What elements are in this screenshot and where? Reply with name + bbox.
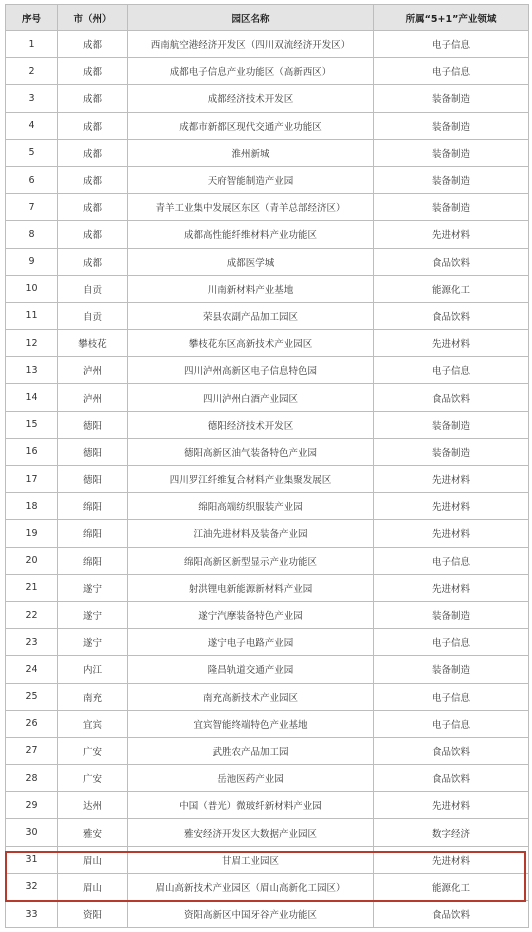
cell-city: 绵阳 <box>58 547 128 574</box>
table-row <box>6 683 529 710</box>
cell-industry: 数字经济 <box>374 819 529 846</box>
cell-park-name: 淮州新城 <box>128 139 374 166</box>
table-row <box>6 846 529 873</box>
cell-park-name: 中国（普光）微玻纤新材料产业园 <box>128 792 374 819</box>
cell-city: 成都 <box>58 221 128 248</box>
cell-industry: 先进材料 <box>374 846 529 873</box>
cell-park-name: 四川泸州高新区电子信息特色园 <box>128 357 374 384</box>
cell-park-name: 成都医学城 <box>128 248 374 275</box>
table-row <box>6 166 529 193</box>
cell-index: 27 <box>6 737 58 764</box>
cell-index: 24 <box>6 656 58 683</box>
cell-park-name: 青羊工业集中发展区东区（青羊总部经济区） <box>128 194 374 221</box>
table-row <box>6 493 529 520</box>
cell-city: 绵阳 <box>58 520 128 547</box>
cell-index: 3 <box>6 85 58 112</box>
cell-industry: 装备制造 <box>374 85 529 112</box>
cell-city: 自贡 <box>58 302 128 329</box>
cell-index: 15 <box>6 411 58 438</box>
cell-industry: 食品饮料 <box>374 765 529 792</box>
cell-park-name: 川南新材料产业基地 <box>128 275 374 302</box>
table-row <box>6 901 529 928</box>
cell-city: 资阳 <box>58 901 128 928</box>
cell-index: 26 <box>6 710 58 737</box>
cell-park-name: 成都高性能纤维材料产业功能区 <box>128 221 374 248</box>
table-row <box>6 520 529 547</box>
table-row <box>6 765 529 792</box>
table-row <box>6 384 529 411</box>
cell-park-name: 隆昌轨道交通产业园 <box>128 656 374 683</box>
cell-index: 6 <box>6 166 58 193</box>
cell-industry: 食品饮料 <box>374 384 529 411</box>
table-row <box>6 411 529 438</box>
cell-city: 攀枝花 <box>58 330 128 357</box>
cell-park-name: 宜宾智能终端特色产业基地 <box>128 710 374 737</box>
cell-park-name: 成都经济技术开发区 <box>128 85 374 112</box>
table-row <box>6 357 529 384</box>
cell-index: 19 <box>6 520 58 547</box>
cell-industry: 食品饮料 <box>374 302 529 329</box>
cell-index: 21 <box>6 574 58 601</box>
table-row <box>6 221 529 248</box>
park-list-sheet <box>5 4 528 928</box>
cell-city: 遂宁 <box>58 601 128 628</box>
cell-city: 遂宁 <box>58 629 128 656</box>
cell-index: 16 <box>6 438 58 465</box>
cell-city: 绵阳 <box>58 493 128 520</box>
cell-city: 成都 <box>58 194 128 221</box>
cell-industry: 食品饮料 <box>374 901 529 928</box>
table-row <box>6 819 529 846</box>
cell-industry: 电子信息 <box>374 357 529 384</box>
cell-index: 7 <box>6 194 58 221</box>
cell-city: 泸州 <box>58 384 128 411</box>
cell-park-name: 武胜农产品加工园 <box>128 737 374 764</box>
header-row <box>6 5 529 31</box>
table-row <box>6 248 529 275</box>
table-row <box>6 112 529 139</box>
cell-industry: 装备制造 <box>374 601 529 628</box>
cell-park-name: 遂宁电子电路产业园 <box>128 629 374 656</box>
cell-index: 33 <box>6 901 58 928</box>
cell-index: 14 <box>6 384 58 411</box>
cell-city: 广安 <box>58 765 128 792</box>
table-body <box>6 31 529 928</box>
table-row <box>6 58 529 85</box>
cell-city: 成都 <box>58 112 128 139</box>
cell-index: 28 <box>6 765 58 792</box>
cell-city: 雅安 <box>58 819 128 846</box>
cell-index: 10 <box>6 275 58 302</box>
cell-index: 1 <box>6 31 58 58</box>
table-row <box>6 275 529 302</box>
cell-index: 5 <box>6 139 58 166</box>
cell-park-name: 德阳经济技术开发区 <box>128 411 374 438</box>
cell-park-name: 德阳高新区油气装备特色产业园 <box>128 438 374 465</box>
cell-industry: 装备制造 <box>374 166 529 193</box>
cell-index: 9 <box>6 248 58 275</box>
table-row <box>6 792 529 819</box>
cell-city: 德阳 <box>58 411 128 438</box>
cell-park-name: 成都电子信息产业功能区（高新西区） <box>128 58 374 85</box>
cell-park-name: 四川泸州白酒产业园区 <box>128 384 374 411</box>
cell-industry: 电子信息 <box>374 31 529 58</box>
header-industry: 所属“5+1”产业领域 <box>374 5 529 31</box>
cell-industry: 电子信息 <box>374 629 529 656</box>
cell-park-name: 四川罗江纤维复合材料产业集聚发展区 <box>128 466 374 493</box>
cell-park-name: 江油先进材料及装备产业园 <box>128 520 374 547</box>
header-park-name: 园区名称 <box>128 5 374 31</box>
cell-park-name: 天府智能制造产业园 <box>128 166 374 193</box>
cell-industry: 电子信息 <box>374 710 529 737</box>
table-row <box>6 710 529 737</box>
cell-city: 眉山 <box>58 846 128 873</box>
cell-city: 成都 <box>58 248 128 275</box>
header-index: 序号 <box>6 5 58 31</box>
cell-industry: 食品饮料 <box>374 737 529 764</box>
table-row <box>6 330 529 357</box>
cell-index: 31 <box>6 846 58 873</box>
cell-industry: 装备制造 <box>374 112 529 139</box>
table-row <box>6 31 529 58</box>
table-row <box>6 85 529 112</box>
table-header <box>6 5 529 31</box>
cell-park-name: 眉山高新技术产业园区（眉山高新化工园区） <box>128 873 374 900</box>
table-row <box>6 547 529 574</box>
cell-city: 成都 <box>58 31 128 58</box>
cell-industry: 装备制造 <box>374 139 529 166</box>
table-row <box>6 139 529 166</box>
cell-city: 内江 <box>58 656 128 683</box>
cell-industry: 先进材料 <box>374 330 529 357</box>
cell-park-name: 资阳高新区中国牙谷产业功能区 <box>128 901 374 928</box>
cell-city: 德阳 <box>58 466 128 493</box>
table-row <box>6 438 529 465</box>
cell-city: 德阳 <box>58 438 128 465</box>
cell-index: 18 <box>6 493 58 520</box>
table-row <box>6 873 529 900</box>
cell-industry: 先进材料 <box>374 520 529 547</box>
cell-index: 32 <box>6 873 58 900</box>
cell-industry: 电子信息 <box>374 58 529 85</box>
cell-index: 23 <box>6 629 58 656</box>
cell-index: 11 <box>6 302 58 329</box>
cell-index: 17 <box>6 466 58 493</box>
cell-city: 成都 <box>58 58 128 85</box>
cell-park-name: 遂宁汽摩装备特色产业园 <box>128 601 374 628</box>
cell-industry: 能源化工 <box>374 873 529 900</box>
cell-index: 13 <box>6 357 58 384</box>
cell-industry: 装备制造 <box>374 656 529 683</box>
cell-industry: 食品饮料 <box>374 248 529 275</box>
cell-industry: 装备制造 <box>374 194 529 221</box>
cell-city: 成都 <box>58 139 128 166</box>
header-city: 市（州） <box>58 5 128 31</box>
cell-park-name: 岳池医药产业园 <box>128 765 374 792</box>
cell-city: 达州 <box>58 792 128 819</box>
cell-park-name: 射洪锂电新能源新材料产业园 <box>128 574 374 601</box>
cell-industry: 先进材料 <box>374 792 529 819</box>
cell-index: 8 <box>6 221 58 248</box>
cell-industry: 先进材料 <box>374 221 529 248</box>
cell-industry: 装备制造 <box>374 438 529 465</box>
table-row <box>6 656 529 683</box>
table-row <box>6 302 529 329</box>
table-row <box>6 601 529 628</box>
cell-park-name: 西南航空港经济开发区（四川双流经济开发区） <box>128 31 374 58</box>
cell-park-name: 雅安经济开发区大数据产业园区 <box>128 819 374 846</box>
cell-city: 广安 <box>58 737 128 764</box>
cell-industry: 先进材料 <box>374 493 529 520</box>
cell-city: 自贡 <box>58 275 128 302</box>
table-row <box>6 737 529 764</box>
table-row <box>6 466 529 493</box>
cell-park-name: 南充高新技术产业园区 <box>128 683 374 710</box>
cell-index: 25 <box>6 683 58 710</box>
cell-industry: 电子信息 <box>374 547 529 574</box>
cell-park-name: 甘眉工业园区 <box>128 846 374 873</box>
cell-industry: 电子信息 <box>374 683 529 710</box>
cell-park-name: 攀枝花东区高新技术产业园区 <box>128 330 374 357</box>
park-table <box>5 4 529 928</box>
cell-industry: 装备制造 <box>374 411 529 438</box>
cell-city: 宜宾 <box>58 710 128 737</box>
cell-index: 30 <box>6 819 58 846</box>
cell-index: 29 <box>6 792 58 819</box>
cell-index: 20 <box>6 547 58 574</box>
table-row <box>6 629 529 656</box>
table-row <box>6 194 529 221</box>
cell-industry: 能源化工 <box>374 275 529 302</box>
cell-city: 泸州 <box>58 357 128 384</box>
table-row <box>6 574 529 601</box>
cell-park-name: 绵阳高新区新型显示产业功能区 <box>128 547 374 574</box>
cell-index: 4 <box>6 112 58 139</box>
cell-index: 12 <box>6 330 58 357</box>
cell-park-name: 荣县农副产品加工园区 <box>128 302 374 329</box>
cell-index: 22 <box>6 601 58 628</box>
cell-index: 2 <box>6 58 58 85</box>
cell-city: 成都 <box>58 166 128 193</box>
cell-city: 南充 <box>58 683 128 710</box>
cell-park-name: 绵阳高端纺织服装产业园 <box>128 493 374 520</box>
cell-city: 遂宁 <box>58 574 128 601</box>
cell-park-name: 成都市新都区现代交通产业功能区 <box>128 112 374 139</box>
cell-industry: 先进材料 <box>374 574 529 601</box>
cell-industry: 先进材料 <box>374 466 529 493</box>
cell-city: 眉山 <box>58 873 128 900</box>
cell-city: 成都 <box>58 85 128 112</box>
